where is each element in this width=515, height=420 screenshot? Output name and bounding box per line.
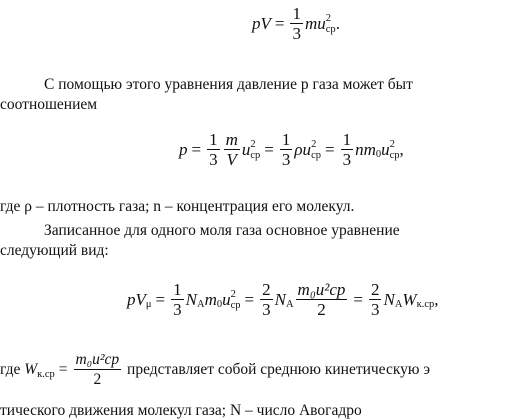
eq1-term: mu (304, 13, 326, 33)
paragraph-3-line-1: Записанное для одного моля газа основное уравнение (44, 222, 400, 239)
equation-2: p = $\frac{1}{3}$ $\frac{m}{V}$ u 2 ср = $\frac{1}{3}$ ρu 2 ср = $\frac{1}{3}$ nm 0 u 2 ср , (179, 130, 404, 169)
paragraph-4-line-1: где W к.ср = $\frac{\text{m₀u²ср}}{2}$ представляет собой среднюю кинетическую э (0, 351, 431, 388)
eq1-lhs: pV (252, 13, 271, 33)
eq1-fraction: $\frac{1}{3}$ (292, 4, 301, 43)
equation-1: pV = $\frac{1}{3}$ mu 2 ср . (252, 4, 340, 43)
eq1-equals: = (274, 13, 285, 33)
paragraph-1-line-2: соотношением (0, 96, 98, 113)
paragraph-1-line-1: С помощью этого уравнения давление p газа может быт (44, 76, 413, 93)
paragraph-3-line-2: следующий вид: (0, 242, 109, 259)
equation-3: pV μ = $\frac{1}{3}$ N A m 0 u 2 ср = $\frac{2}{3}$ N A $\frac{\text{m₀u²ср}}{2}$ = $\frac{2}{3}$ N A W к.ср , (127, 280, 439, 319)
paragraph-2-line-1: где ρ – плотность газа; n – концентрация его молекул. (0, 198, 355, 215)
paragraph-4-line-2: тического движения молекул газа; N – число Авогадро (0, 402, 362, 419)
